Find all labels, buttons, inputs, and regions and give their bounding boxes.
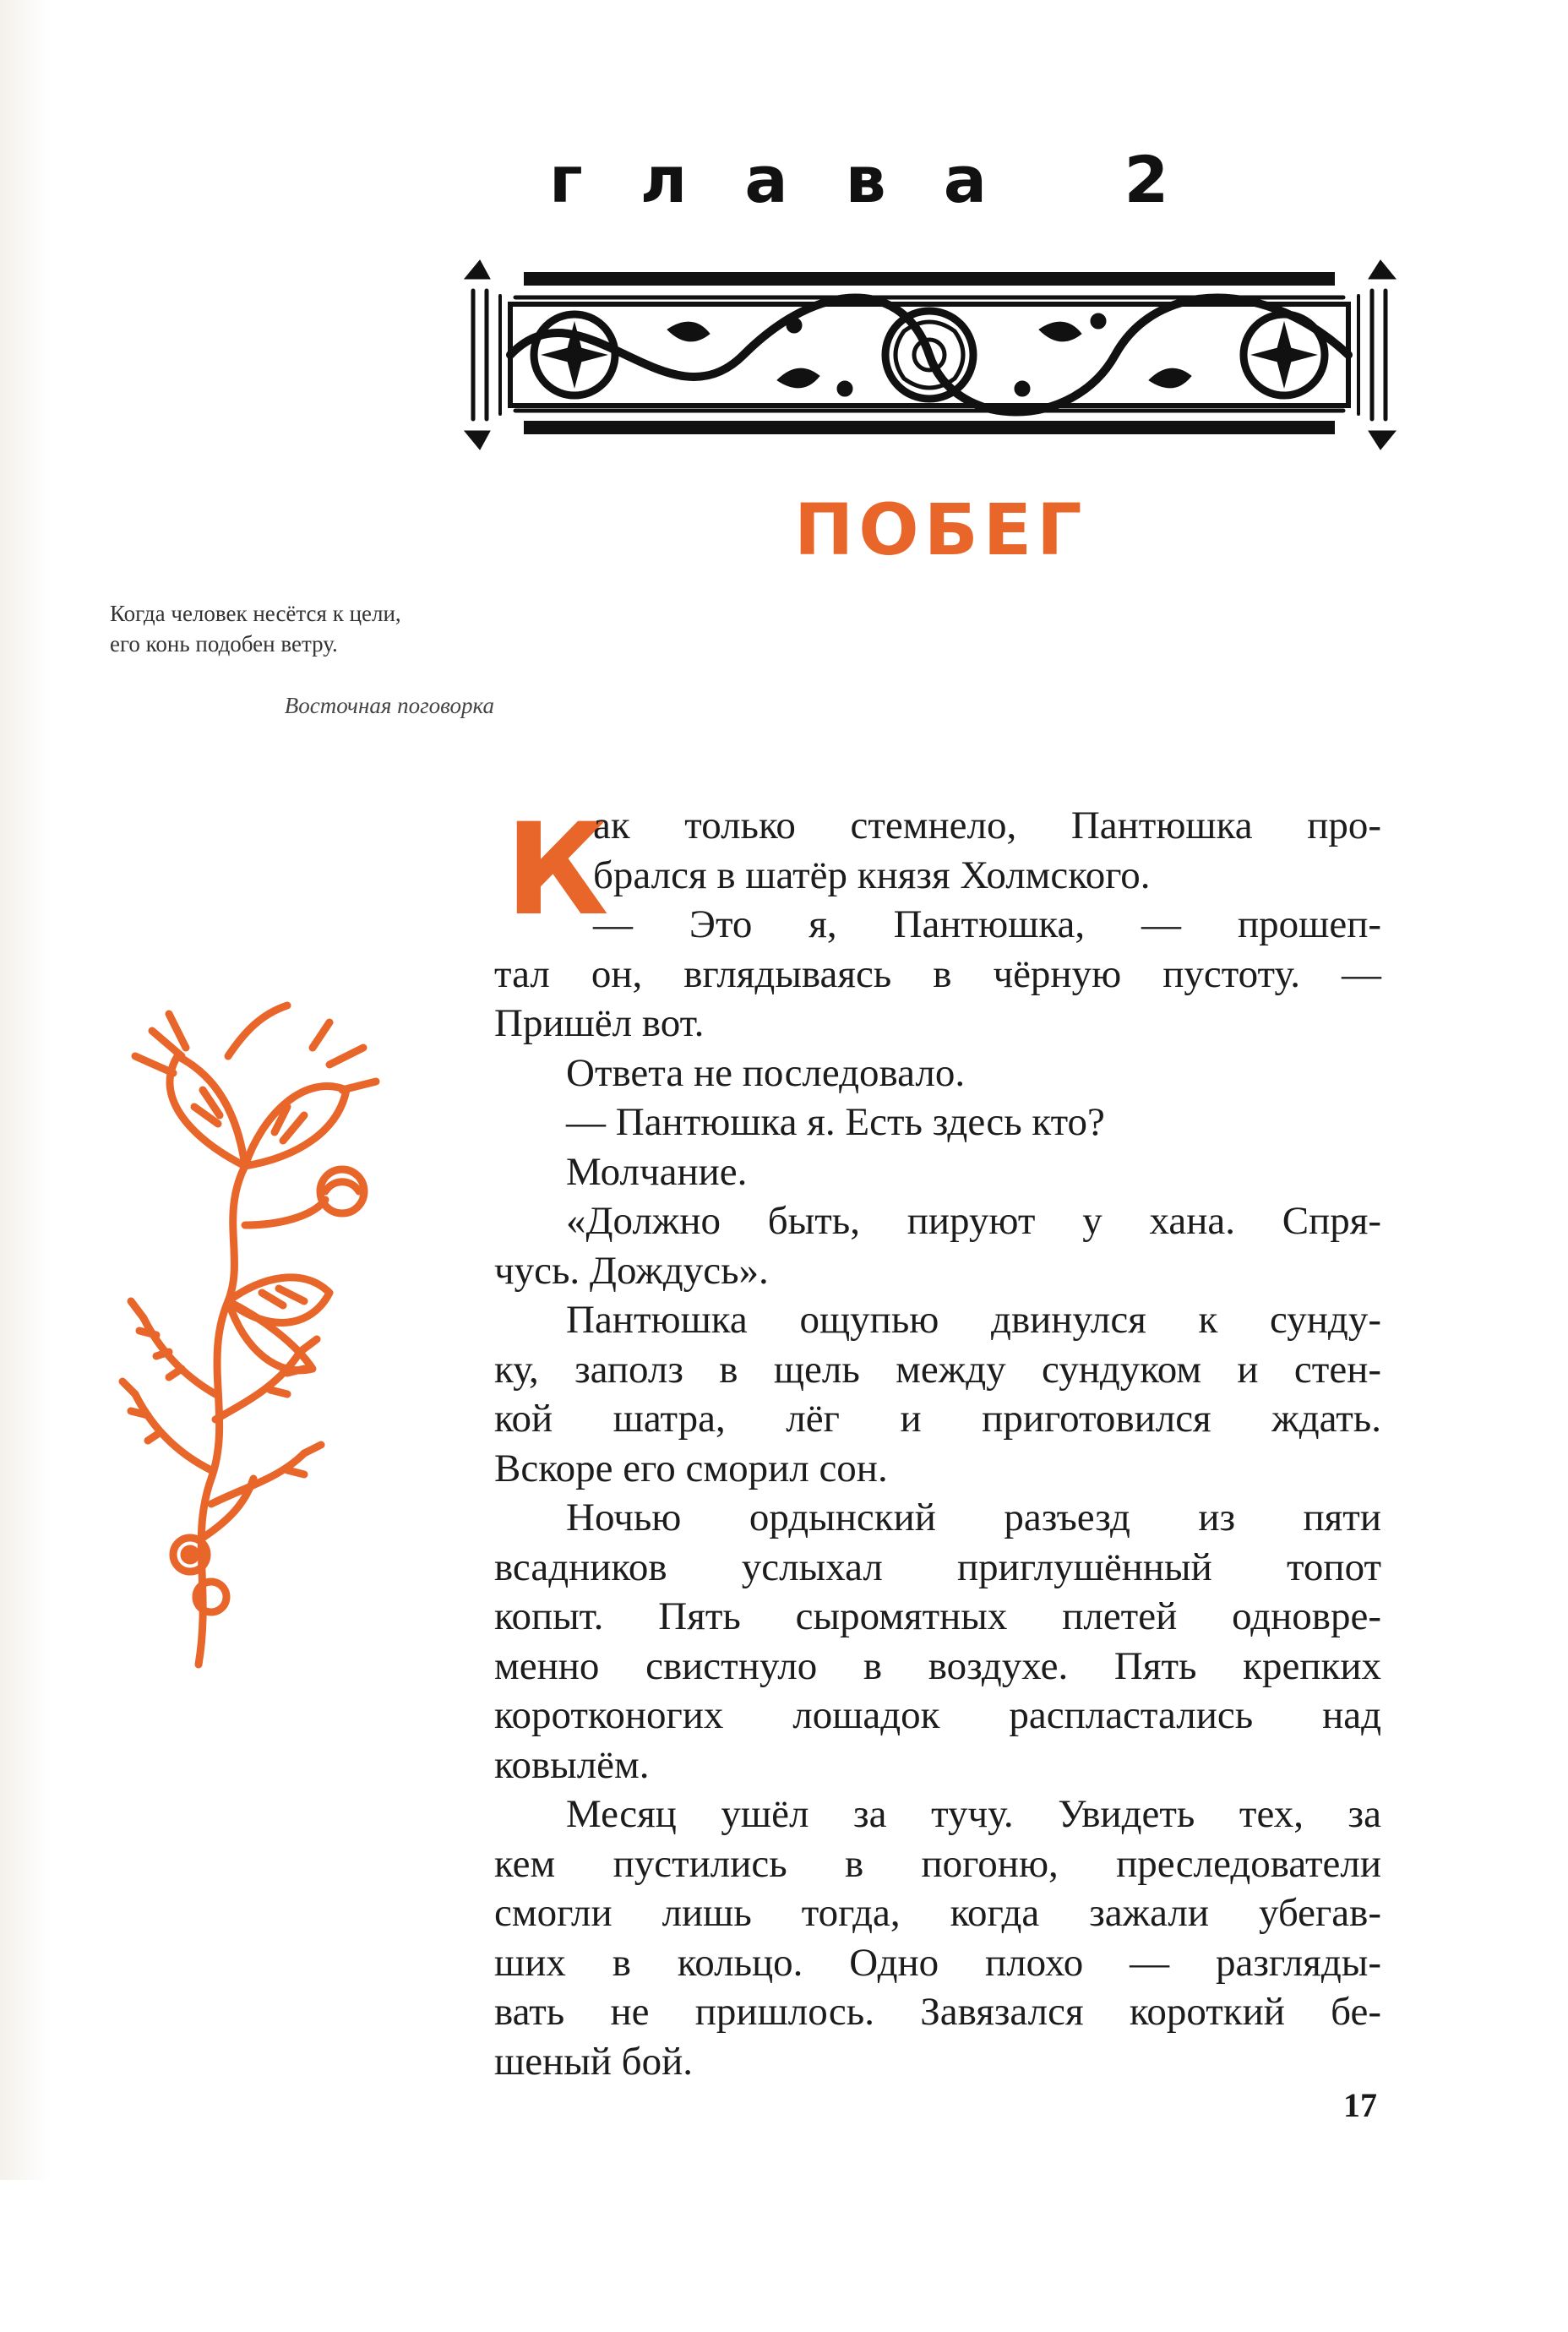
text-line: ку, заполз в щель между сундуком и стен- — [494, 1347, 1381, 1392]
text-line: брался в шатёр князя Холмского. — [593, 853, 1151, 897]
text-line: ак только стемнело, Пантюшка про- — [593, 804, 1381, 847]
body-text — [494, 797, 1381, 2086]
text-line: кой шатра, лёг и приготовился ждать. — [494, 1397, 1381, 1441]
text-line: «Должно быть, пируют у хана. Спря- — [566, 1199, 1381, 1243]
text-line: Месяц ушёл за тучу. Увидеть тех, за — [566, 1792, 1381, 1836]
epigraph — [110, 598, 498, 659]
text-line: копыт. Пять сыромятных плетей одновре- — [494, 1594, 1381, 1638]
text-line: Ночью ордынский разъезд из пяти — [566, 1496, 1381, 1539]
text-line: Ответа не последовало. — [566, 1050, 966, 1095]
epigraph-line: Когда человек несётся к цели, — [110, 601, 401, 626]
text-line: вать не пришлось. Завязался короткий бе- — [494, 1990, 1381, 2034]
text-line: — Пантюшка я. Есть здесь кто? — [566, 1100, 1105, 1144]
text-line: смогли лишь тогда, когда зажали убегав- — [494, 1891, 1381, 1935]
epigraph-line: его конь подобен ветру. — [110, 631, 338, 657]
page-edge-shade — [0, 0, 51, 2180]
text-line: ших в кольцо. Одно плохо — разгляды- — [494, 1940, 1381, 1985]
text-line: чусь. Дождусь». — [494, 1248, 769, 1293]
text-line: Молчание. — [566, 1149, 748, 1194]
text-line: всадников услыхал приглушённый топот — [494, 1545, 1381, 1589]
drop-cap: К — [505, 797, 609, 944]
text-line: тал он, вглядываясь в чёрную пустоту. — — [494, 951, 1381, 996]
epigraph-source: Восточная поговорка — [284, 693, 494, 718]
text-line: коротконогих лошадок распластались над — [494, 1693, 1381, 1737]
text-line: Пришёл вот. — [494, 1001, 705, 1045]
text-line: Пантюшка ощупью двинулся к сунду- — [566, 1298, 1381, 1342]
text-line: кем пустились в погоню, преследователи — [494, 1841, 1381, 1886]
page-number: 17 — [1343, 2086, 1377, 2124]
text-line: шеный бой. — [494, 2039, 693, 2084]
floral-vine-ornament-icon — [118, 997, 389, 1673]
text-line: — Это я, Пантюшка, — прошеп- — [593, 902, 1381, 946]
text-line: ковылём. — [494, 1742, 650, 1787]
text-line: Вскоре его сморил сон. — [494, 1446, 888, 1490]
chapter-title: ПОБЕГ — [794, 488, 1087, 571]
text-line: менно свистнуло в воздухе. Пять крепких — [494, 1643, 1381, 1688]
folk-border-ornament-icon — [456, 253, 1402, 456]
chapter-label: глава 2 — [549, 142, 1227, 217]
